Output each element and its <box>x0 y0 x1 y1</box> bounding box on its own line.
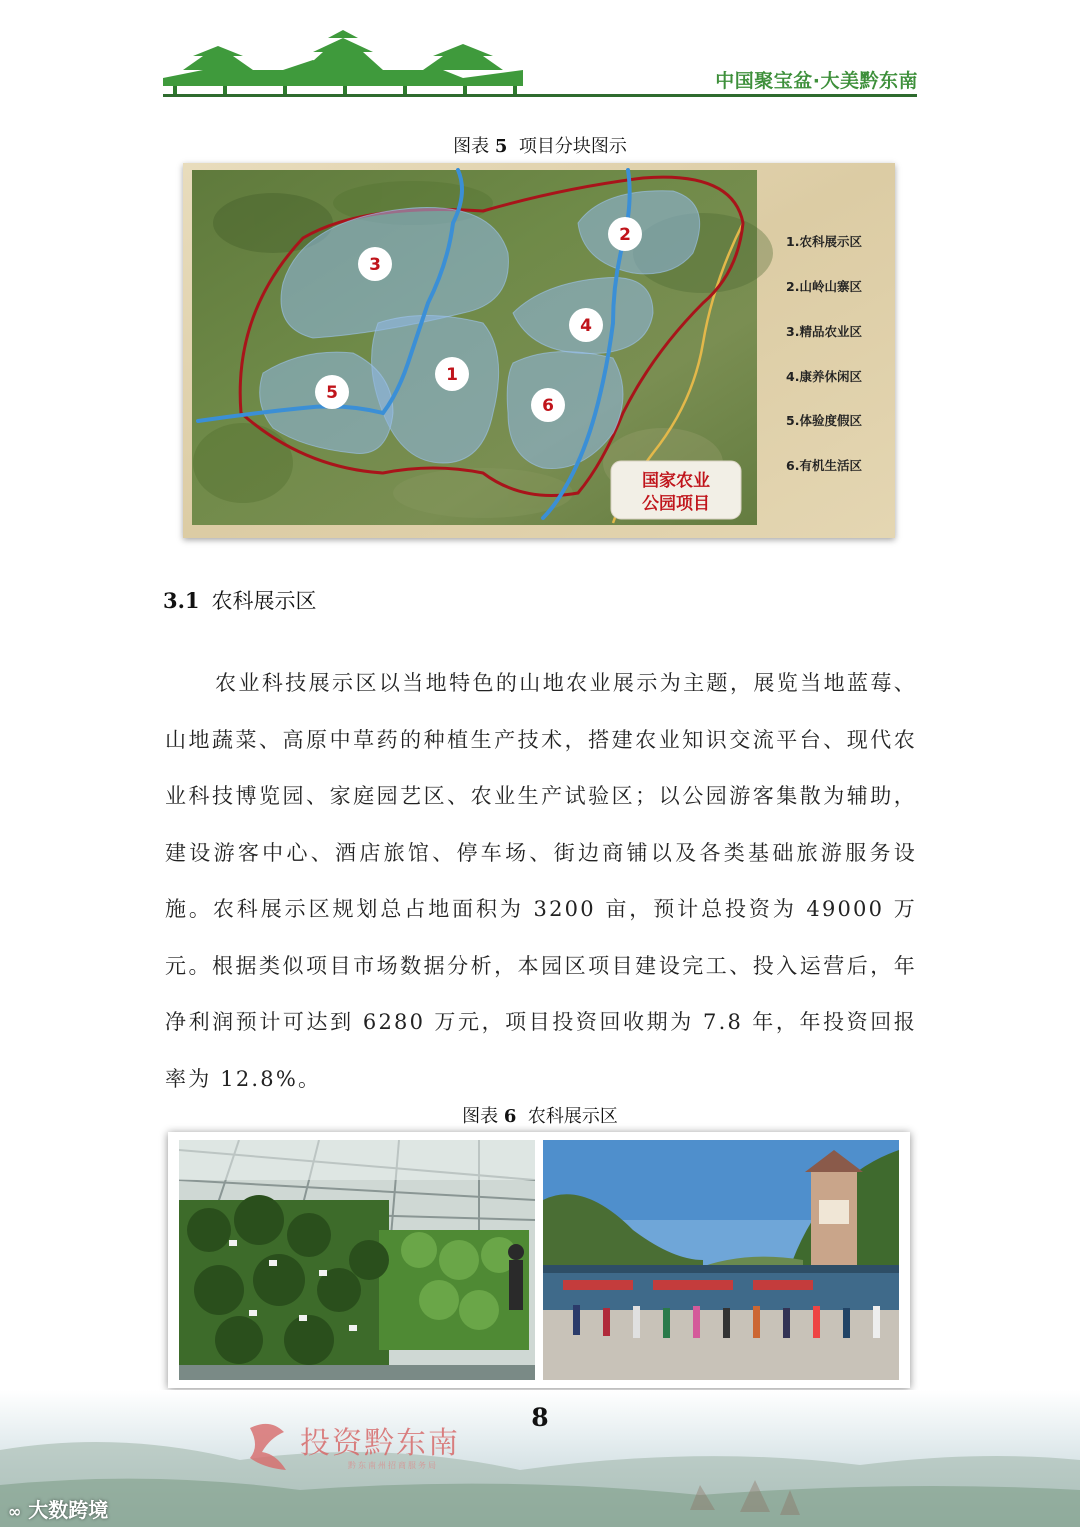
footer-logo-text: 投资黔东南 <box>300 1426 460 1461</box>
header-divider <box>163 94 917 97</box>
figure5-caption-text: 项目分块图示 <box>518 136 627 157</box>
section-heading <box>163 585 317 615</box>
watermark-icon: ∞ <box>8 1502 22 1521</box>
footer-logo-emblem <box>240 1418 296 1478</box>
figure5-caption-number: 5 <box>494 136 508 157</box>
badge-line2: 公园项目 <box>642 494 710 514</box>
zone-marker-4 <box>569 308 603 342</box>
header-title: 中国聚宝盆·大美黔东南 <box>715 70 918 92</box>
figure6-caption-text: 农科展示区 <box>527 1106 618 1127</box>
zone-marker-5 <box>315 375 349 409</box>
body-paragraph: 农业科技展示区以当地特色的山地农业展示为主题，展览当地蓝莓、山地蔬菜、高原中草药的种植生产技术，搭建农业知识交流平台、现代农业科技博览园、家庭园艺区、农业生产试验区；以公园游客集散为辅助，建设游客中心、酒店旅馆、停车场、街边商铺以及各类基础旅游服务设施。农科展示区规划总占地面积为 3200 亩，预计总投资为 49000 万元。根据类似项目市场数据分析，本园区项目建设完工、投入运营后，年净利润预计可达到 6280 万元，项目投资回收期为 7.8 年，年投资回报率为 12.8%。 <box>165 671 917 1091</box>
footer-logo-subtitle: 黔东南州招商服务局 <box>348 1461 438 1470</box>
svg-text:1: 1 <box>446 365 458 385</box>
section-title: 农科展示区 <box>211 589 317 613</box>
watermark-text: 大数跨境 <box>28 1498 109 1522</box>
legend-item-5: 5.体验度假区 <box>786 413 862 428</box>
page-number: 8 <box>531 1403 549 1432</box>
svg-text:2: 2 <box>619 225 631 245</box>
legend-item-6: 6.有机生活区 <box>786 458 862 473</box>
watermark <box>8 1494 108 1523</box>
svg-text:6: 6 <box>542 396 554 416</box>
legend-item-4: 4.康养休闲区 <box>786 369 862 384</box>
badge-line1: 国家农业 <box>642 471 710 491</box>
visitor-center-photo <box>543 1140 899 1380</box>
legend-item-2: 2.山岭山寨区 <box>786 279 862 294</box>
zone-marker-2 <box>608 217 642 251</box>
section-number: 3.1 <box>163 588 200 613</box>
legend-item-1: 1.农科展示区 <box>786 234 862 249</box>
zone-marker-6 <box>531 388 565 422</box>
svg-text:4: 4 <box>580 316 592 336</box>
zone-marker-3 <box>358 247 392 281</box>
svg-text:5: 5 <box>326 383 338 403</box>
svg-text:3: 3 <box>369 255 381 275</box>
zone-marker-1 <box>435 357 469 391</box>
zone-map-figure <box>183 163 895 538</box>
figure5-caption <box>0 132 1080 158</box>
figure6-caption-prefix: 图表 <box>462 1106 499 1127</box>
figure6-photos <box>168 1132 910 1388</box>
figure6-caption-number: 6 <box>503 1106 517 1127</box>
figure5-caption-prefix: 图表 <box>453 136 490 157</box>
greenhouse-photo <box>179 1140 535 1380</box>
figure6-caption <box>0 1102 1080 1128</box>
legend-item-3: 3.精品农业区 <box>786 324 862 339</box>
